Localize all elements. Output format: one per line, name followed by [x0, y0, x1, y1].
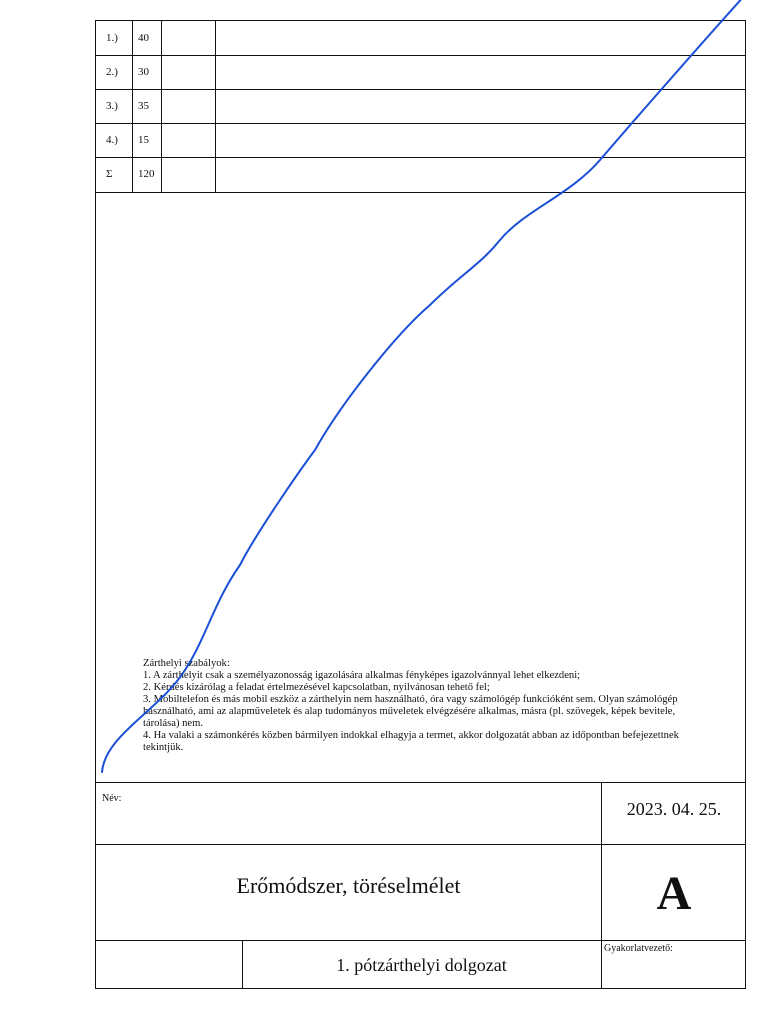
course-title: Erőmódszer, töréselmélet: [236, 873, 461, 898]
score-row: [96, 55, 745, 89]
max-points: 40: [138, 32, 149, 44]
task-number: 4.): [106, 134, 118, 146]
score-total-row: [96, 157, 745, 191]
table-line: [96, 89, 745, 90]
task-number: 1.): [106, 32, 118, 44]
task-number: 3.): [106, 100, 118, 112]
sum-symbol: Σ: [106, 168, 113, 180]
rule-item: 2. Kérdés kizárólag a feladat értelmezésével kapcsolatban, nyilvánosan tehető fel;: [143, 682, 490, 693]
footer-line: [96, 844, 745, 845]
exam-date: 2023. 04. 25.: [626, 799, 722, 819]
footer-line: [96, 940, 745, 941]
table-line: [132, 21, 133, 192]
max-points: 15: [138, 134, 149, 146]
rule-item: 1. A zárthelyit csak a személyazonosság igazolására alkalmas fényképes igazolvánnyal lehet elkezdeni;: [143, 670, 581, 681]
name-label: Név:: [102, 793, 122, 804]
table-line: [96, 157, 745, 158]
table-line: [96, 192, 745, 193]
instructor-label: Gyakorlatvezető:: [604, 943, 673, 954]
score-row: [96, 21, 745, 55]
table-line: [215, 21, 216, 192]
score-row: [96, 123, 745, 157]
footer-line: [96, 782, 745, 783]
table-line: [96, 55, 745, 56]
rule-item: 4. Ha valaki a számonkérés közben bármilyen indokkal elhagyja a termet, akkor dolgozatát abban az időpontban befejezettnek tekintjük.: [143, 730, 679, 753]
score-row: [96, 89, 745, 123]
exam-sheet: [95, 20, 746, 989]
max-points: 30: [138, 66, 149, 78]
table-line: [96, 123, 745, 124]
rule-item: 3. Mobiltelefon és más mobil eszköz a zárthelyin nem használható, óra vagy számológép funkcióként sem. Olyan számológép használható, ami az alapműveletek és alap tudományos műveletek elvégzésére alkalmas, másra (pl. szövegek, képek bevitele, tárolása) nem.: [143, 694, 678, 729]
table-line: [161, 21, 162, 192]
exam-rules: [143, 658, 703, 754]
rules-title: Zárthelyi szabályok:: [143, 658, 230, 669]
group-letter: A: [656, 867, 692, 920]
max-points: 35: [138, 100, 149, 112]
max-points-total: 120: [138, 168, 155, 180]
exam-type: 1. pótzárthelyi dolgozat: [336, 955, 507, 975]
task-number: 2.): [106, 66, 118, 78]
